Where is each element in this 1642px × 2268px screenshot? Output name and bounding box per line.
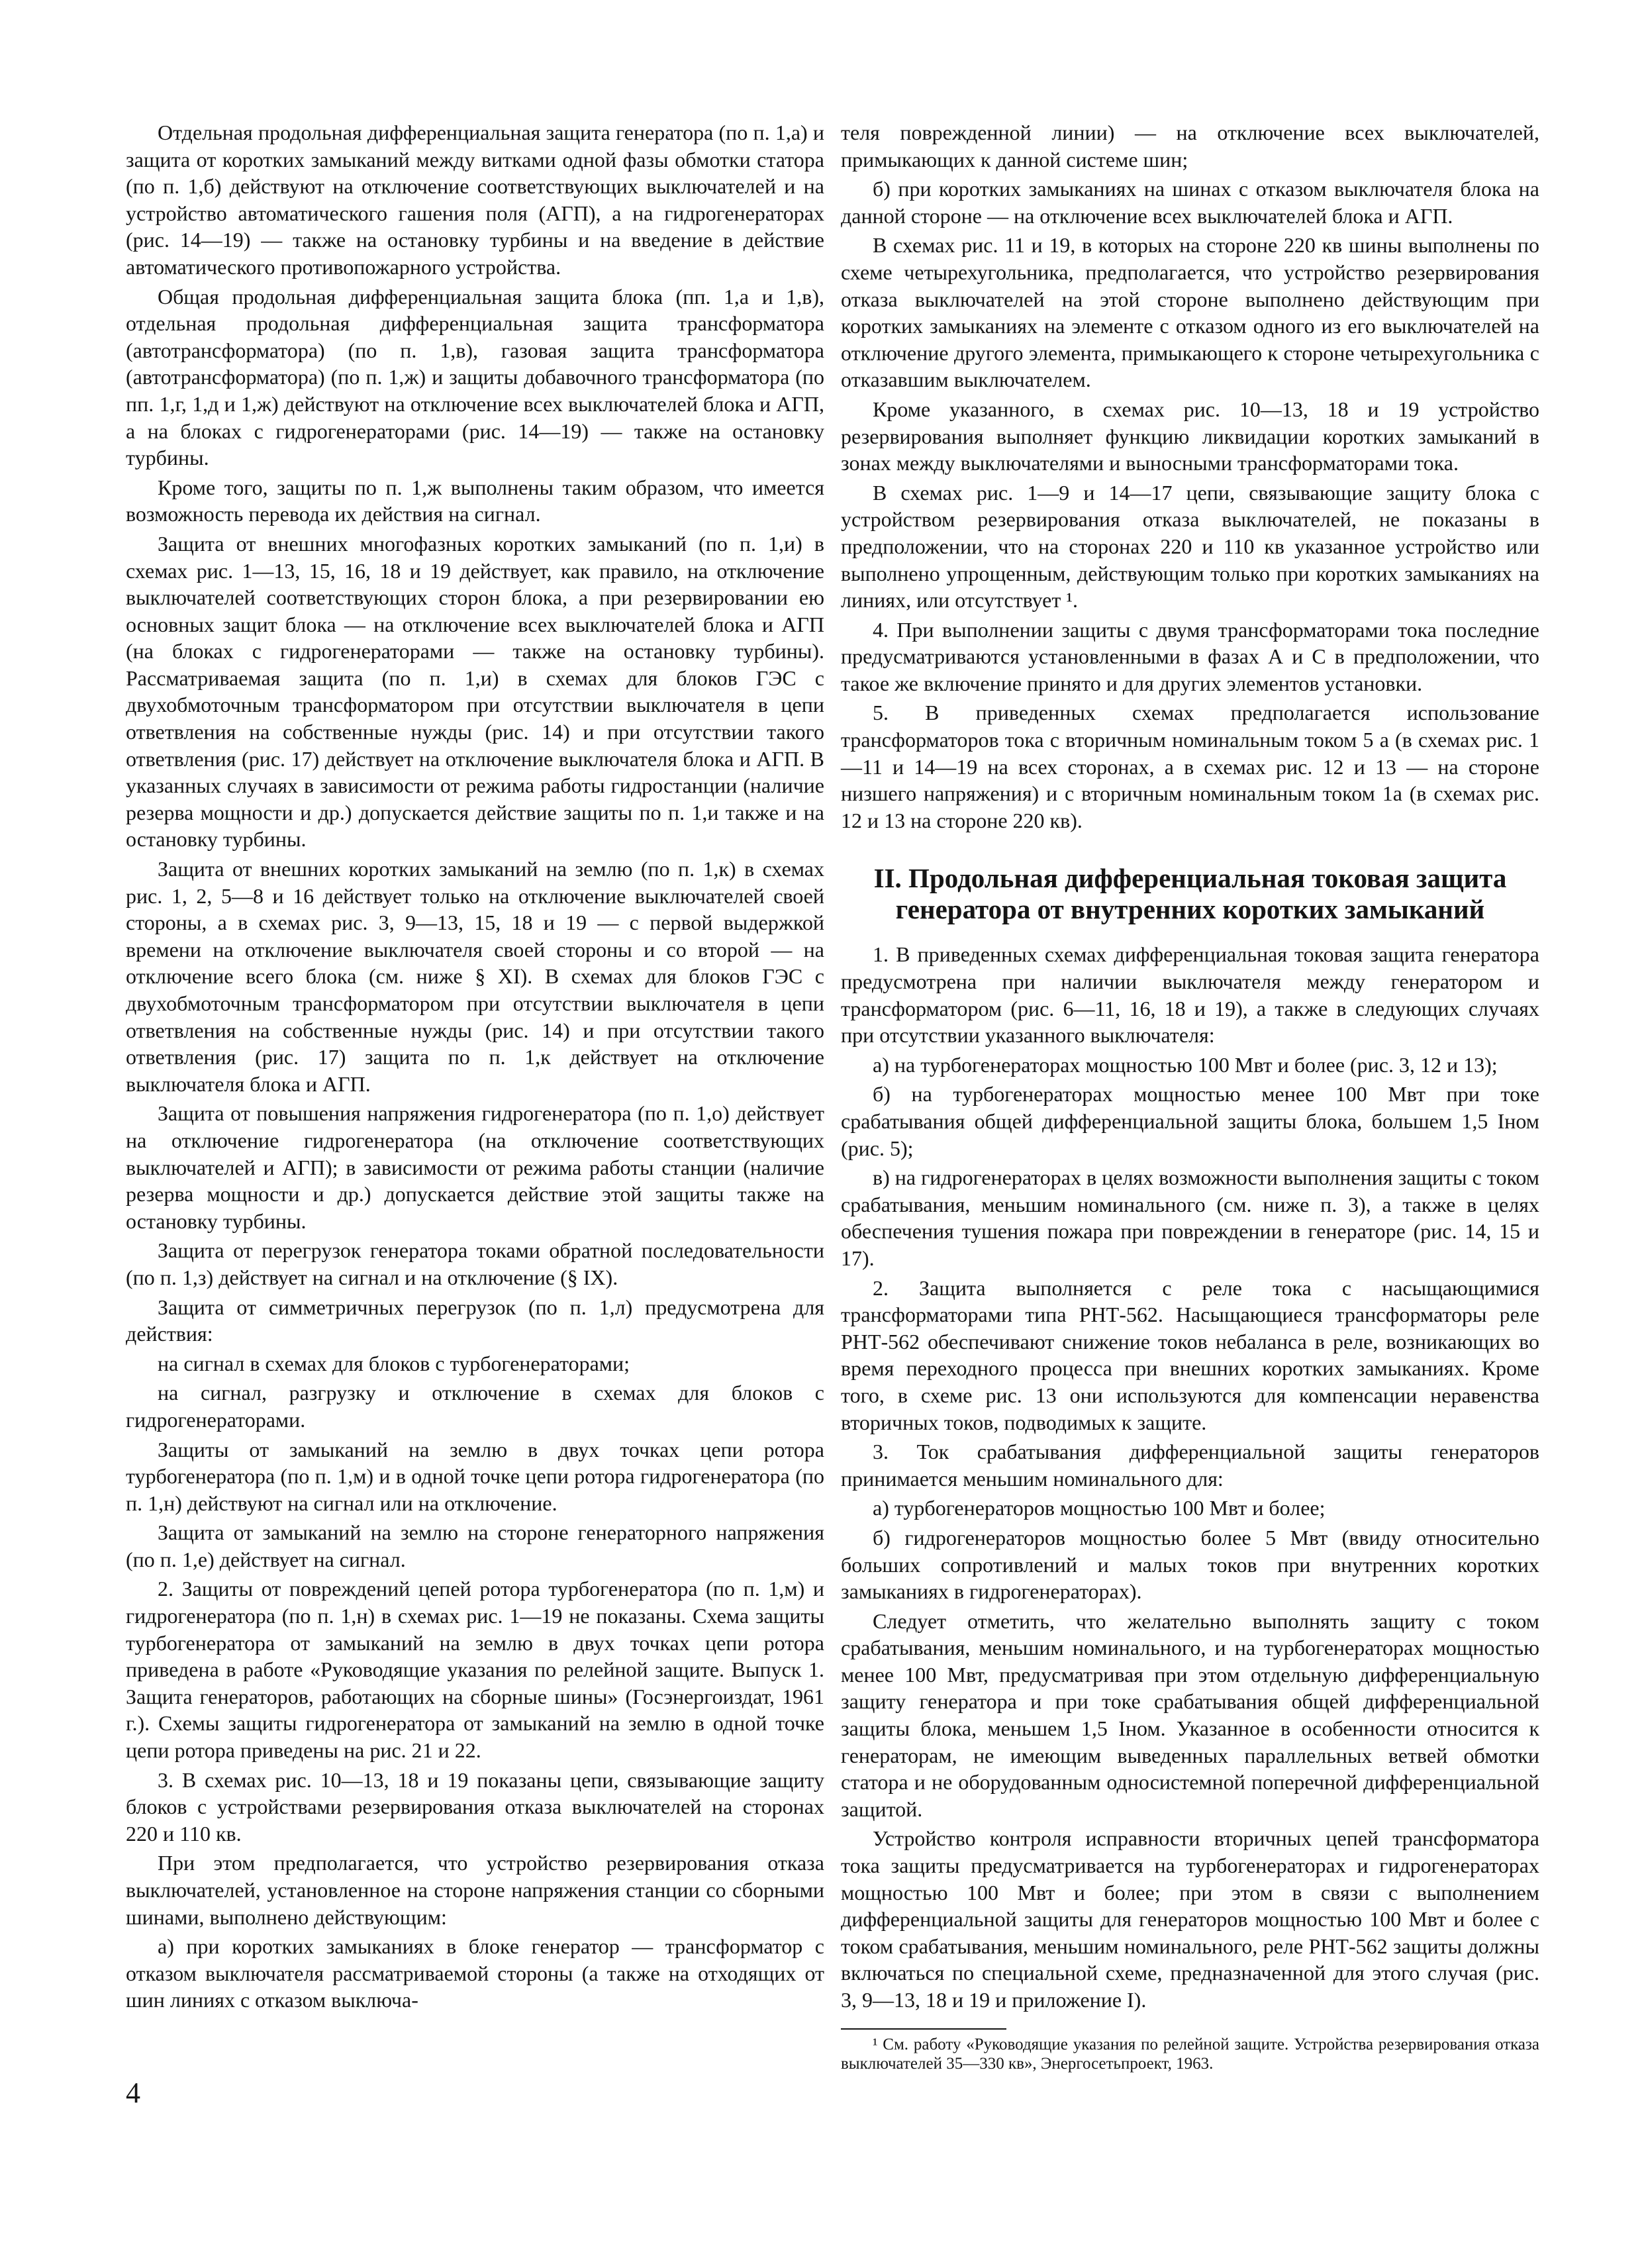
paragraph: Защита от перегрузок генератора токами обратной последовательности (по п. 1,з) действует на сигнал и на отключение (§ IX).: [126, 1238, 824, 1289]
paragraph: Общая продольная дифференциальная защита блока (пп. 1,а и 1,в), отдельная продольная дифференциальная защита трансформатора (автотрансформатора) (по п. 1,в), газовая защита трансформатора (автотрансформатора) (по п. 1,ж) и защиты добавочного трансформатора (по пп. 1,г, 1,д и 1,ж) действуют на отключение всех выключателей блока и АГП, а на блоках с гидрогенераторами (рис. 14—19) — также на остановку турбины.: [126, 284, 824, 470]
paragraph: Защита от повышения напряжения гидрогенератора (по п. 1,о) действует на отключение гидрогенератора (на отключение соответствующих выключателей и АГП); в зависимости от режима работы станции (наличие резерва мощности и др.) допускается действие этой защиты также на остановку турбины.: [126, 1101, 824, 1233]
paragraph: Защита от внешних коротких замыканий на землю (по п. 1,к) в схемах рис. 1, 2, 5—8 и 16 действует только на отключение выключателей своей стороны, а в схемах рис. 3, 9—13, 15, 18 и 19 — с первой выдержкой времени на отключение выключателя своей стороны и со второй — на отключение всего блока (см. ниже § XI). В схемах для блоков ГЭС с двухобмоточным трансформатором при отсутствии выключателя в цепи ответвления на собственные нужды (рис. 14) и при отсутствии такого ответвления (рис. 17) защита по п. 1,к действует на отключение выключателя блока и АГП.: [126, 857, 824, 1096]
paragraph: Защита от внешних многофазных коротких замыканий (по п. 1,и) в схемах рис. 1—13, 15, 16, 18 и 19 действует, как правило, на отключение выключателей соответствующих сторон блока, а при резервировании ею основных защит блока — на отключение всех выключателей блока и АГП (на блоках с гидрогенераторами — также на остановку турбины). Рассматриваемая защита (по п. 1,и) в схемах для блоков ГЭС с двухобмоточным трансформатором при отсутствии выключателя в цепи ответвления на собственные нужды (рис. 14) и при отсутствии такого ответвления (рис. 17) действует на отключение выключателя блока и АГП. В указанных случаях в зависимости от режима работы гидростанции (наличие резерва мощности и др.) допускается действие защиты по п. 1,и также и на остановку турбины.: [126, 531, 824, 852]
paragraph: 1. В приведенных схемах дифференциальная токовая защита генератора предусмотрена при наличии выключателя между генератором и трансформатором (рис. 6—11, 16, 18 и 19), а также в следующих случаях при отсутствии указанного выключателя:: [841, 942, 1539, 1048]
paragraph: Защита от симметричных перегрузок (по п. 1,л) предусмотрена для действия:: [126, 1295, 824, 1346]
right-column: [841, 119, 1539, 2076]
paragraph: Следует отметить, что желательно выполнять защиту с током срабатывания, меньшим номинального, и на турбогенераторах мощностью менее 100 Мвт, предусматривая при этом отдельную дифференциальную защиту генератора и при токе срабатывания общей дифференциальной защиты блока, меньшем 1,5 Iном. Указанное в особенности относится к генераторам, не имеющим выведенных параллельных ветвей обмотки статора и не оборудованным односистемной поперечной дифференциальной защитой.: [841, 1608, 1539, 1821]
paragraph: Кроме того, защиты по п. 1,ж выполнены таким образом, что имеется возможность перевода их действия на сигнал.: [126, 475, 824, 526]
list-item: б) гидрогенераторов мощностью более 5 Мвт (ввиду относительно больших сопротивлений и малых токов при внутренних коротких замыканиях в гидрогенераторах).: [841, 1525, 1539, 1604]
paragraph: б) при коротких замыканиях на шинах с отказом выключателя блока на данной стороне — на отключение всех выключателей блока и АГП.: [841, 177, 1539, 228]
paragraph: Устройство контроля исправности вторичных цепей трансформатора тока защиты предусматривается на турбогенераторах и гидрогенераторах мощностью 100 Мвт и более; при этом в связи с выполнением дифференциальной защиты для генераторов мощностью 100 Мвт и более с током срабатывания, меньшим номинального, реле РНТ-562 защиты должны включаться по специальной схеме, предназначенной для этого случая (рис. 3, 9—13, 18 и 19 и приложение I).: [841, 1826, 1539, 2012]
paragraph: 2. Защита выполняется с реле тока с насыщающимися трансформаторами типа РНТ-562. Насыщающиеся трансформаторы реле РНТ-562 обеспечивают снижение токов небаланса в реле, возникающих во время переходного процесса при внешних коротких замыканиях. Кроме того, в схеме рис. 13 они используются для компенсации неравенства вторичных токов, подводимых к защите.: [841, 1275, 1539, 1434]
paragraph: Отдельная продольная дифференциальная защита генератора (по п. 1,а) и защита от коротких замыканий между витками одной фазы обмотки статора (по п. 1,б) действуют на отключение соответствующих выключателей и на устройство автоматического гашения поля (АГП), а на гидрогенераторах (рис. 14—19) — также на остановку турбины и на введение в действие автоматического противопожарного устройства.: [126, 121, 824, 279]
paragraph-continuation: теля поврежденной линии) — на отключение всех выключателей, примыкающих к данной системе шин;: [841, 121, 1539, 172]
list-item: на сигнал, разгрузку и отключение в схемах для блоков с гидрогенераторами.: [126, 1381, 824, 1432]
paragraph: 3. В схемах рис. 10—13, 18 и 19 показаны цепи, связывающие защиту блоков с устройствами резервирования отказа выключателей на сторонах 220 и 110 кв.: [126, 1767, 824, 1846]
list-item: б) на турбогенераторах мощностью менее 100 Мвт при токе срабатывания общей дифференциальной защиты блока, большем 1,5 Iном (рис. 5);: [841, 1082, 1539, 1160]
paragraph: 3. Ток срабатывания дифференциальной защиты генераторов принимается меньшим номинального для:: [841, 1440, 1539, 1491]
paragraph: 2. Защиты от повреждений цепей ротора турбогенератора (по п. 1,м) и гидрогенератора (по п. 1,н) в схемах рис. 1—19 не показаны. Схема защиты турбогенератора от замыканий на землю в двух точках цепи ротора приведена в работе «Руководящие указания по релейной защите. Выпуск 1. Защита генераторов, работающих на сборные шины» (Госэнергоиздат, 1961 г.). Схемы защиты гидрогенератора от замыканий на землю в одной точке цепи ротора приведены на рис. 21 и 22.: [126, 1577, 824, 1763]
paragraph: 5. В приведенных схемах предполагается использование трансформаторов тока с вторичным номинальным током 5 а (в схемах рис. 1—11 и 14—19 на всех сторонах, а в схемах рис. 12 и 13 — на стороне низшего напряжения) и с вторичным номинальным током 1а (в схемах рис. 12 и 13 на стороне 220 кв).: [841, 701, 1539, 832]
page-number: 4: [126, 2077, 140, 2109]
paragraph: Защита от замыканий на землю на стороне генераторного напряжения (по п. 1,е) действует на сигнал.: [126, 1520, 824, 1571]
list-item: на сигнал в схемах для блоков с турбогенераторами;: [158, 1351, 630, 1375]
paragraph: 4. При выполнении защиты с двумя трансформаторами тока последние предусматриваются установленными в фазах А и С в предположении, что такое же включение принято и для других элементов установки.: [841, 617, 1539, 695]
list-item: а) турбогенераторов мощностью 100 Мвт и более;: [873, 1496, 1326, 1520]
section-heading: II. Продольная дифференциальная токовая защита генератора от внутренних коротких замыканий: [873, 863, 1507, 925]
paragraph: В схемах рис. 1—9 и 14—17 цепи, связывающие защиту блока с устройством резервирования отказа выключателей, не показаны в предположении, что на сторонах 220 и 110 кв указанное устройство или выполнено упрощенным, действующим только при коротких замыканиях на линиях, или отсутствует ¹.: [841, 480, 1539, 613]
paragraph: Защиты от замыканий на землю в двух точках цепи ротора турбогенератора (по п. 1,м) и в одной точке цепи ротора гидрогенератора (по п. 1,н) действуют на сигнал или на отключение.: [126, 1437, 824, 1515]
paragraph: Кроме указанного, в схемах рис. 10—13, 18 и 19 устройство резервирования выполняет функцию ликвидации коротких замыканий в зонах между выключателями и выносными трансформаторами тока.: [841, 397, 1539, 475]
left-column: [126, 119, 824, 2016]
footnote: ¹ См. работу «Руководящие указания по релейной защите. Устройства резервирования отказа выключателей 35—330 кв», Энергосетьпроект, 1963.: [841, 2035, 1539, 2073]
footnote-divider: [841, 2028, 1006, 2030]
paragraph: В схемах рис. 11 и 19, в которых на стороне 220 кв шины выполнены по схеме четырехугольника, предполагается, что устройство резервирования отказа выключателей на этой стороне выполнено действующим при коротких замыканиях на элементе с отказом одного из его выключателей на отключение другого элемента, примыкающего к стороне четырехугольника с отказавшим выключателем.: [841, 233, 1539, 392]
paragraph: а) при коротких замыканиях в блоке генератор — трансформатор с отказом выключателя рассматриваемой стороны (а также на отходящих от шин линиях с отказом выключа-: [126, 1934, 824, 2012]
paragraph: При этом предполагается, что устройство резервирования отказа выключателей, установленное на стороне напряжения станции со сборными шинами, выполнено действующим:: [126, 1851, 824, 1929]
list-item: в) на гидрогенераторах в целях возможности выполнения защиты с током срабатывания, меньшим номинального (см. ниже п. 3), а также в целях обеспечения тушения пожара при повреждении в генераторе (рис. 14, 15 и 17).: [841, 1165, 1539, 1270]
list-item: а) на турбогенераторах мощностью 100 Мвт и более (рис. 3, 12 и 13);: [873, 1052, 1498, 1077]
